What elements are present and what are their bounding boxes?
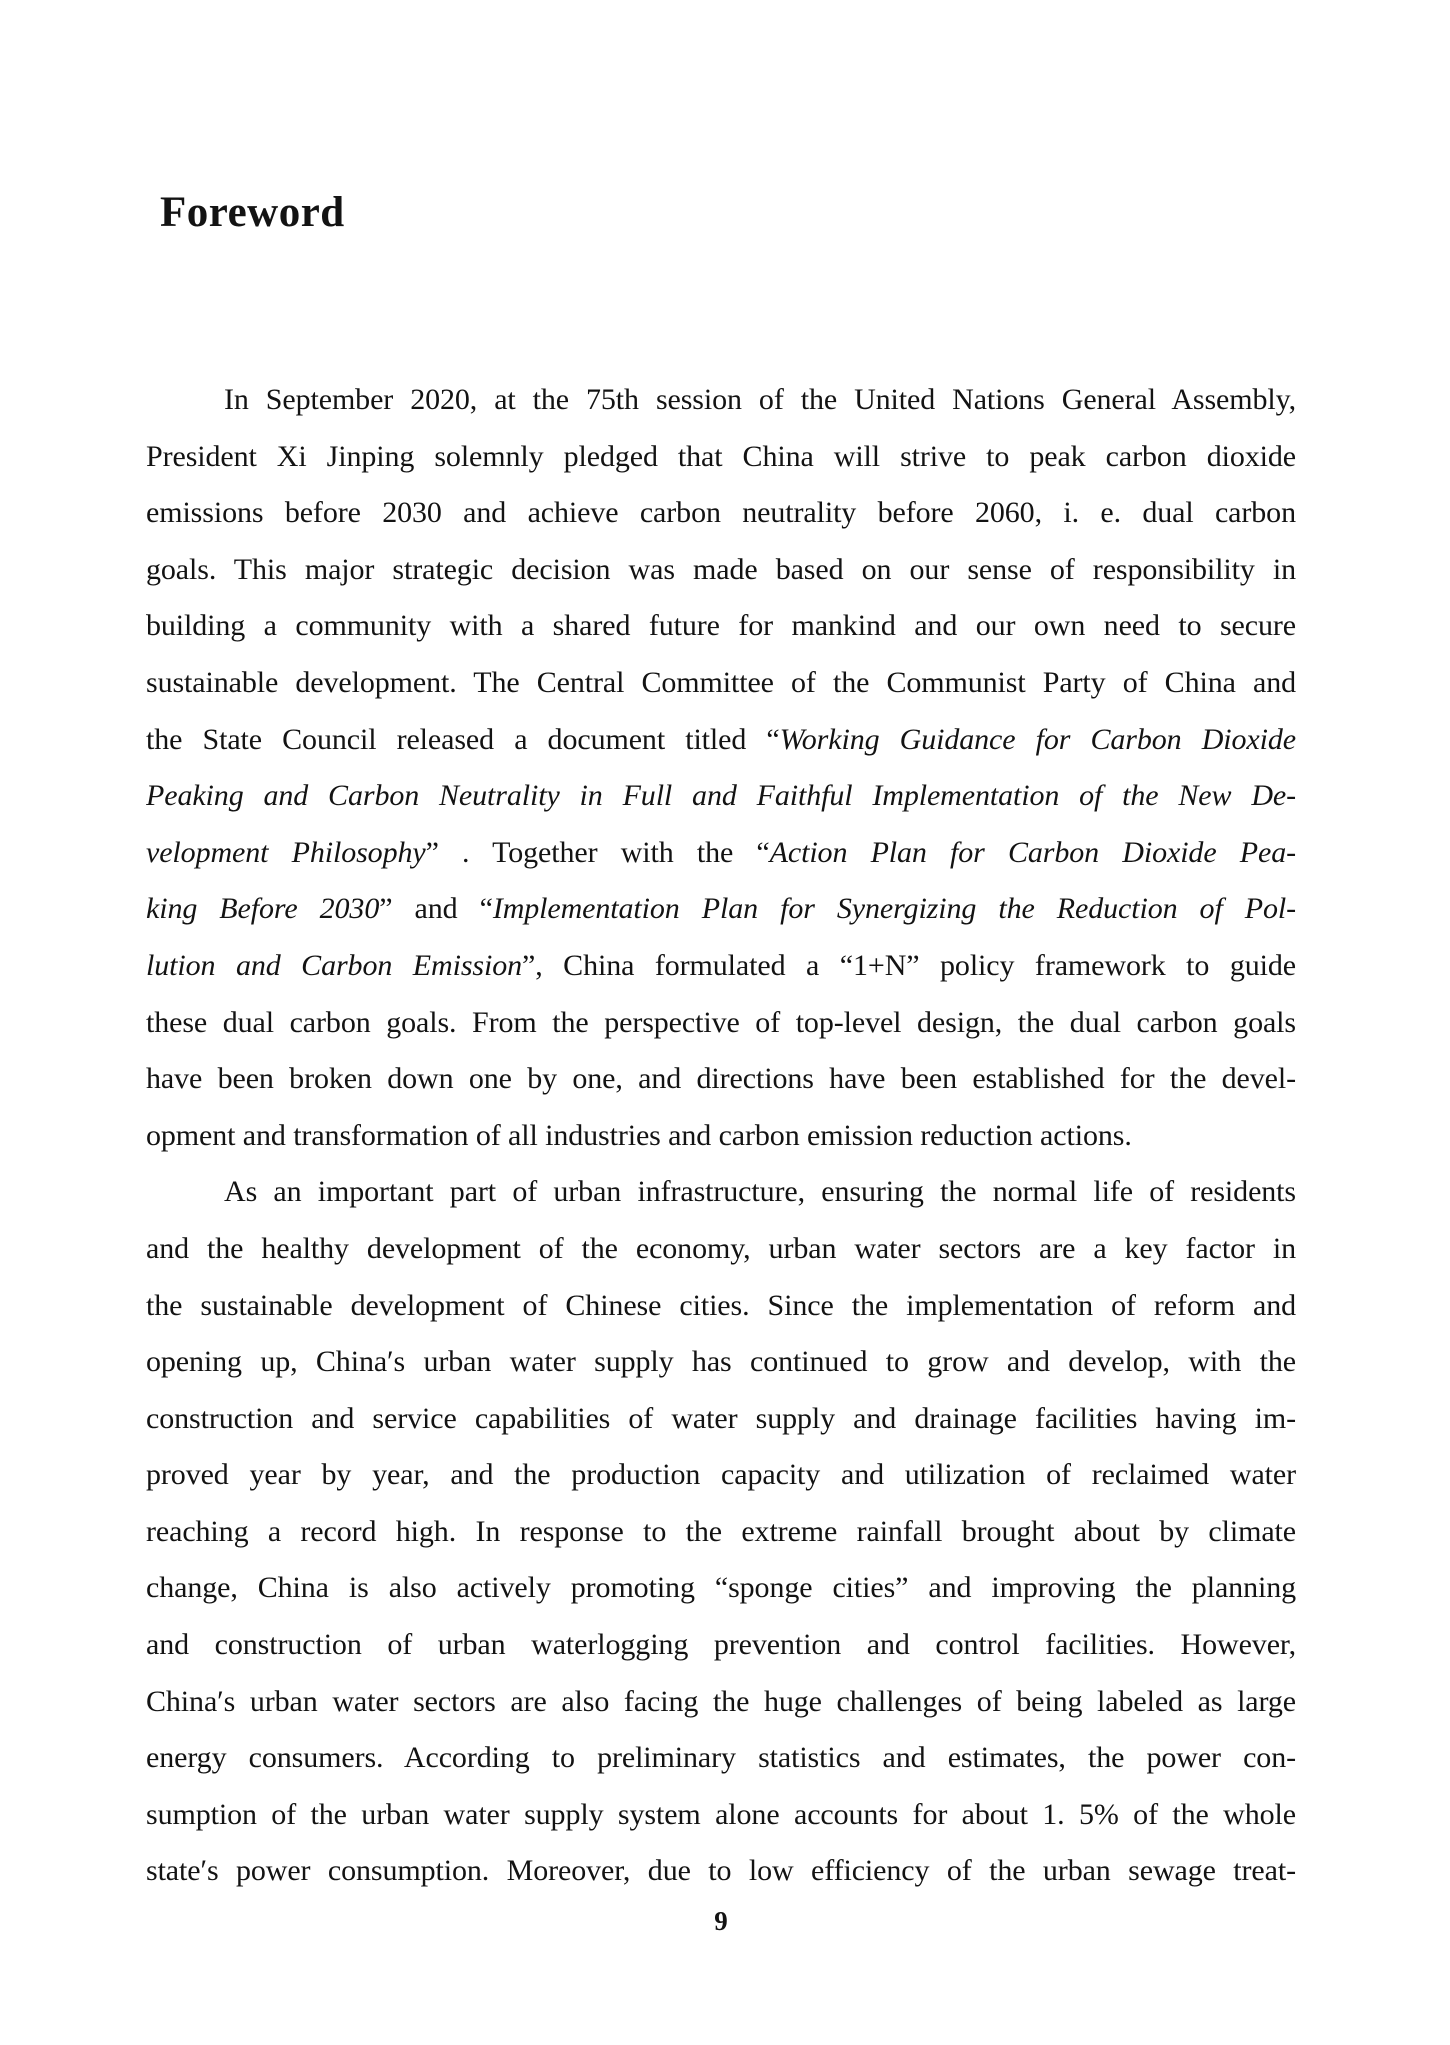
text-line [146, 485, 1296, 542]
text-line [146, 1560, 1296, 1617]
text-line [146, 1051, 1296, 1108]
text-segment: the sustainable development of Chinese cities. Since the implementation of reform and [146, 1288, 1296, 1322]
text-segment: In September 2020, at the 75th session of the United Nations General Assembly, [224, 383, 1296, 416]
text-line [146, 1447, 1296, 1504]
text-line [146, 655, 1296, 712]
text-segment: have been broken down one by one, and directions have been established for the devel- [146, 1062, 1296, 1096]
foreword-text [146, 372, 1296, 1900]
text-segment: goals. This major strategic decision was made based on our sense of responsibility in [146, 552, 1296, 586]
text-segment: change, China is also actively promoting “sponge cities” and improving the planning [146, 1571, 1296, 1605]
italic-text-segment: Peaking and Carbon Neutrality in Full and Faithful Implementation of the New De- [146, 779, 1296, 813]
italic-text-segment: velopment Philosophy [146, 835, 426, 869]
italic-text-segment: Implementation Plan for Synergizing the Reduction of Pol- [492, 892, 1296, 926]
text-segment: proved year by year, and the production capacity and utilization of reclaimed water [146, 1458, 1296, 1492]
text-line [146, 429, 1296, 486]
italic-text-segment: Action Plan for Carbon Dioxide Pea- [769, 835, 1296, 869]
text-segment: these dual carbon goals. From the perspective of top-level design, the dual carbon goals [146, 1005, 1296, 1039]
text-segment: sumption of the urban water supply system alone accounts for about 1. 5% of the whole [146, 1797, 1296, 1831]
text-segment: energy consumers. According to preliminary statistics and estimates, the power con- [146, 1741, 1296, 1775]
text-segment: ”, China formulated a “1+N” policy framework to guide [522, 948, 1296, 982]
text-line [146, 1108, 1296, 1165]
text-segment: China′s urban water sectors are also facing the huge challenges of being labeled as large [146, 1684, 1296, 1718]
text-line [146, 825, 1296, 882]
text-line [146, 995, 1296, 1052]
italic-text-segment: king Before 2030 [146, 892, 380, 926]
text-line [146, 1278, 1296, 1335]
text-segment: construction and service capabilities of water supply and drainage facilities having im- [146, 1401, 1296, 1435]
text-segment: opment and transformation of all industries and carbon emission reduction actions. [146, 1118, 1132, 1152]
text-line [146, 938, 1296, 995]
text-segment: opening up, China′s urban water supply has continued to grow and develop, with the [146, 1345, 1296, 1379]
text-segment: the State Council released a document titled “ [146, 722, 780, 756]
page-number: 9 [714, 1906, 728, 1936]
text-segment: and the healthy development of the economy, urban water sectors are a key factor in [146, 1231, 1296, 1265]
text-segment: President Xi Jinping solemnly pledged that China will strive to peak carbon dioxide [146, 439, 1296, 473]
text-segment: ” . Together with the “ [425, 835, 770, 869]
text-line [146, 542, 1296, 599]
text-line [146, 1730, 1296, 1787]
text-segment: reaching a record high. In response to the extreme rainfall brought about by climate [146, 1514, 1296, 1548]
text-line [146, 712, 1296, 769]
text-line [146, 1164, 1296, 1221]
text-line [146, 598, 1296, 655]
text-line [146, 1617, 1296, 1674]
text-segment: ” and “ [379, 892, 493, 926]
text-line [146, 1334, 1296, 1391]
text-line [146, 768, 1296, 825]
text-line [146, 1787, 1296, 1844]
text-segment: As an important part of urban infrastructure, ensuring the normal life of residents [224, 1175, 1296, 1209]
text-line [146, 372, 1296, 429]
text-segment: state′s power consumption. Moreover, due to low efficiency of the urban sewage treat- [146, 1854, 1296, 1888]
paragraph [146, 372, 1296, 1164]
text-line [146, 1674, 1296, 1731]
page-title: Foreword [160, 189, 345, 236]
text-line [146, 1391, 1296, 1448]
italic-text-segment: lution and Carbon Emission [146, 948, 523, 982]
text-line [146, 1843, 1296, 1900]
text-segment: building a community with a shared future for mankind and our own need to secure [146, 609, 1296, 643]
text-segment: and construction of urban waterlogging prevention and control facilities. However, [146, 1628, 1296, 1662]
text-line [146, 1504, 1296, 1561]
paragraph [146, 1164, 1296, 1900]
text-line [146, 1221, 1296, 1278]
text-line [146, 881, 1296, 938]
text-segment: emissions before 2030 and achieve carbon neutrality before 2060, i. e. dual carbon [146, 496, 1296, 530]
italic-text-segment: Working Guidance for Carbon Dioxide [779, 722, 1296, 756]
text-segment: sustainable development. The Central Committee of the Communist Party of China and [146, 665, 1296, 699]
